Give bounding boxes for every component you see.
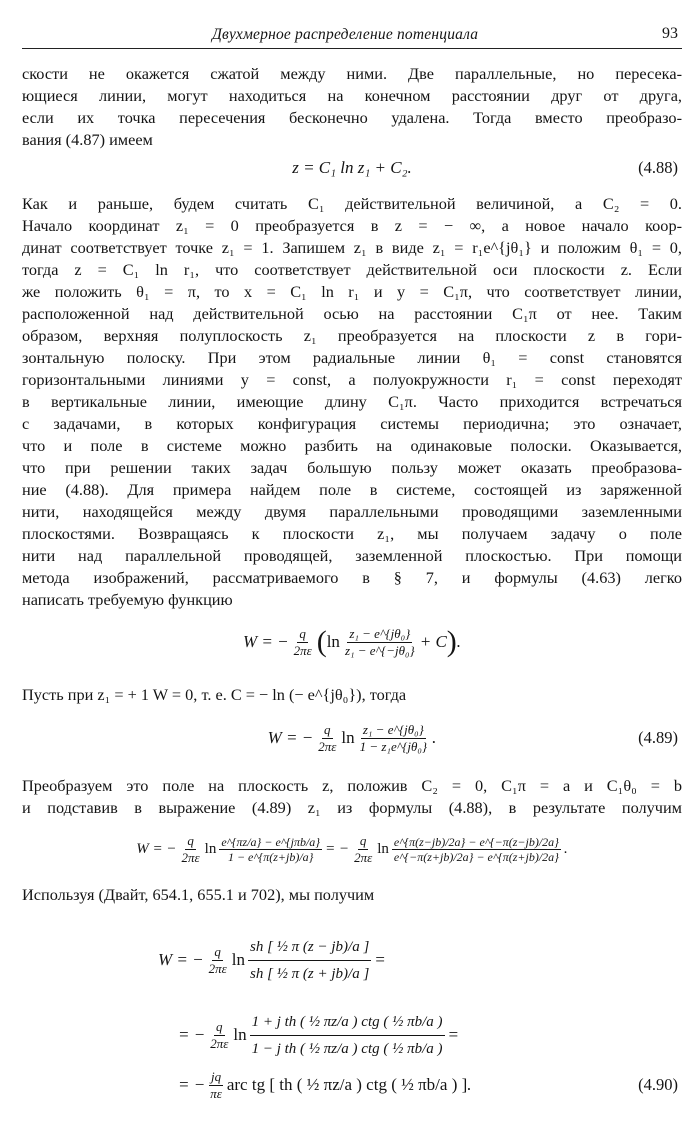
period: .: [467, 1075, 472, 1094]
ln-operator: ln: [326, 632, 340, 651]
fraction-denominator: 2πε: [354, 849, 373, 865]
equation-4-89: [22, 714, 682, 762]
equals: =: [447, 1025, 460, 1044]
fraction-numerator: z₁ − e^{jθ₀}: [362, 721, 424, 737]
fraction-ln: [343, 626, 417, 659]
text-line: в вертикальные линии, имеющие длину C₁π. Часто приходится встречаться: [22, 392, 682, 411]
fraction-numerator: q: [324, 721, 331, 737]
text-line: написать требуемую функцию: [22, 590, 233, 609]
text-line: ние (4.88). Для примера найдем поле в системе, состоящей из заряженной: [22, 480, 682, 499]
equals: = −: [178, 1025, 206, 1044]
ln-operator: ln: [341, 728, 355, 747]
equals: = −: [178, 1075, 206, 1094]
equals: = −: [325, 840, 350, 857]
text-line: тогда z = C₁ ln r₁, что соответствует действительной оси плоскости z. Если: [22, 260, 682, 279]
equation-w-z-plane: [22, 826, 682, 872]
equation-4-90-row-1: [22, 930, 682, 990]
text-line: зонтальную полоску. При этом радиальные линии θ₁ = const становятся: [22, 348, 682, 367]
arctg-expression: arc tg [ th ( ½ πz/a ) ctg ( ½ πb/a ) ]: [226, 1075, 468, 1094]
left-paren: (: [316, 625, 327, 658]
equation-number: (4.90): [638, 1075, 678, 1094]
fraction-ln-2: [392, 835, 561, 864]
text-line: вания (4.87) имеем: [22, 130, 153, 149]
fraction-numerator: q: [214, 943, 221, 959]
fraction-denominator: 2πε: [293, 642, 312, 658]
text-line: скости не окажется сжатой между ними. Две параллельные, но пересека-: [22, 64, 682, 83]
period: .: [563, 840, 568, 857]
text-line: нити над параллельной проводящей, заземленной плоскостью. При помощи: [22, 546, 682, 565]
text-line: ющиеся линии, могут находиться на конечном расстоянии друг от друга,: [22, 86, 682, 105]
fraction-numerator: q: [216, 1018, 223, 1034]
equation-4-88: [22, 153, 682, 183]
text-line: Используя (Двайт, 654.1, 655.1 и 702), мы получим: [22, 885, 375, 904]
running-head: [22, 22, 682, 49]
running-title: Двухмерное распределение потенциала: [212, 26, 479, 43]
period: .: [432, 728, 437, 747]
fraction-q: [316, 722, 338, 755]
eq-lhs: W = −: [242, 632, 289, 651]
page-number: 93: [662, 25, 678, 42]
fraction-denominator: 1 − e^{π(z+jb)/a}: [227, 849, 314, 864]
fraction-q: [180, 833, 202, 866]
fraction-sh: [248, 934, 371, 987]
fraction-q: [208, 1019, 230, 1052]
fraction-numerator: q: [299, 625, 306, 641]
text-line: расположенной над действительной осью на расстоянии C₁π от нее. Таким: [22, 304, 682, 323]
fraction-ln-1: [219, 835, 322, 864]
right-paren: ): [446, 625, 457, 658]
fraction-numerator: 1 + j th ( ½ πz/a ) ctg ( ½ πb/a ): [250, 1009, 445, 1036]
text-line: Как и раньше, будем считать C₁ действительной величиной, а C₂ = 0.: [22, 194, 682, 213]
text-line: же положить θ₁ = π, то x = C₁ ln r₁ и y = C₁π, что соответствует линии,: [22, 282, 682, 301]
fraction-numerator: e^{π(z−jb)/2a} − e^{−π(z−jb)/2a}: [393, 834, 559, 849]
text-line: что и поле в системе можно разбить на одинаковые полоски. Оказывается,: [22, 436, 682, 455]
eq-tail: + C: [419, 632, 447, 651]
fraction-numerator: q: [187, 832, 194, 848]
equals: =: [374, 950, 386, 969]
equation-4-90-row-2: [22, 1005, 682, 1065]
text-line: Начало координат z₁ = 0 преобразуется в z = − ∞, а новое начало коор-: [22, 216, 682, 235]
fraction-denominator: 2πε: [318, 738, 337, 754]
text-line: нити, находящейся между двумя параллельными проводящими заземленными: [22, 502, 682, 521]
eq-lhs: W = −: [158, 950, 204, 969]
fraction-q: [352, 833, 374, 866]
fraction-numerator: q: [359, 832, 367, 848]
period: .: [456, 632, 462, 651]
text-line: Пусть при z₁ = + 1 W = 0, т. е. C = − ln (− e^{jθ₀}), тогда: [22, 685, 407, 704]
fraction-denominator: 2πε: [181, 849, 200, 865]
text-line: что при решении таких задач большую пользу может оказать преобразова-: [22, 458, 682, 477]
fraction-jq: [208, 1069, 224, 1102]
fraction-numerator: sh [ ½ π (z − jb)/a ]: [248, 934, 371, 961]
ln-operator: ln: [204, 840, 217, 857]
fraction-denominator: z₁ − e^{−jθ₀}: [344, 642, 415, 658]
fraction-denominator: e^{−π(z+jb)/2a} − e^{π(z+jb)/2a}: [393, 849, 559, 864]
equation-number: (4.88): [638, 158, 678, 177]
fraction-ln: [358, 722, 430, 755]
fraction-th: [250, 1009, 445, 1062]
eq-lhs: W = −: [267, 728, 314, 747]
fraction-denominator: πε: [210, 1085, 222, 1101]
equation-body: z = C₁ ln z₁ + C₂.: [292, 158, 412, 177]
text-line: Преобразуем это поле на плоскость z, положив C₂ = 0, C₁π = a и C₁θ₀ = b: [22, 776, 682, 795]
equation-w-general: [22, 618, 682, 666]
fraction-numerator: e^{πz/a} − e^{jπb/a}: [221, 834, 321, 849]
equation-number: (4.89): [638, 728, 678, 747]
text-line: с задачами, в которых конфигурация системы периодична; это означает,: [22, 414, 682, 433]
fraction-numerator: jq: [210, 1068, 222, 1084]
text-line: и подставив в выражение (4.89) z₁ из формулы (4.88), в результате получим: [22, 798, 682, 817]
fraction-q: [292, 626, 314, 659]
fraction-q: [207, 944, 229, 977]
fraction-denominator: 1 − z₁e^{jθ₀}: [359, 738, 428, 754]
fraction-denominator: 2πε: [208, 960, 227, 976]
text-line: динат соответствует точке z₁ = 1. Запишем z₁ в виде z₁ = r₁e^{jθ₁} и положим θ₁ = 0,: [22, 238, 682, 257]
text-line: если их точка пересечения бесконечно удалена. Тогда вместо преобразо-: [22, 108, 682, 127]
fraction-numerator: z₁ − e^{jθ₀}: [349, 625, 411, 641]
fraction-denominator: 2πε: [210, 1035, 229, 1051]
text-line: образом, верхняя полуплоскость z₁ преобразуется на плоскости z в гори-: [22, 326, 682, 345]
ln-operator: ln: [231, 950, 245, 969]
ln-operator: ln: [233, 1025, 247, 1044]
ln-operator: ln: [377, 840, 389, 857]
fraction-denominator: 1 − j th ( ½ πz/a ) ctg ( ½ πb/a ): [251, 1040, 443, 1057]
equation-4-90-row-3: [22, 1065, 682, 1105]
eq-lhs: W = −: [136, 840, 177, 857]
text-line: горизонтальными линиями y = const, а полуокружности r₁ = const переходят: [22, 370, 682, 389]
text-line: метода изображений, рассматриваемого в § 7, и формулы (4.63) легко: [22, 568, 682, 587]
text-line: плоскостями. Возвращаясь к плоскости z₁, мы получаем задачу о поле: [22, 524, 682, 543]
fraction-denominator: sh [ ½ π (z + jb)/a ]: [249, 965, 370, 982]
